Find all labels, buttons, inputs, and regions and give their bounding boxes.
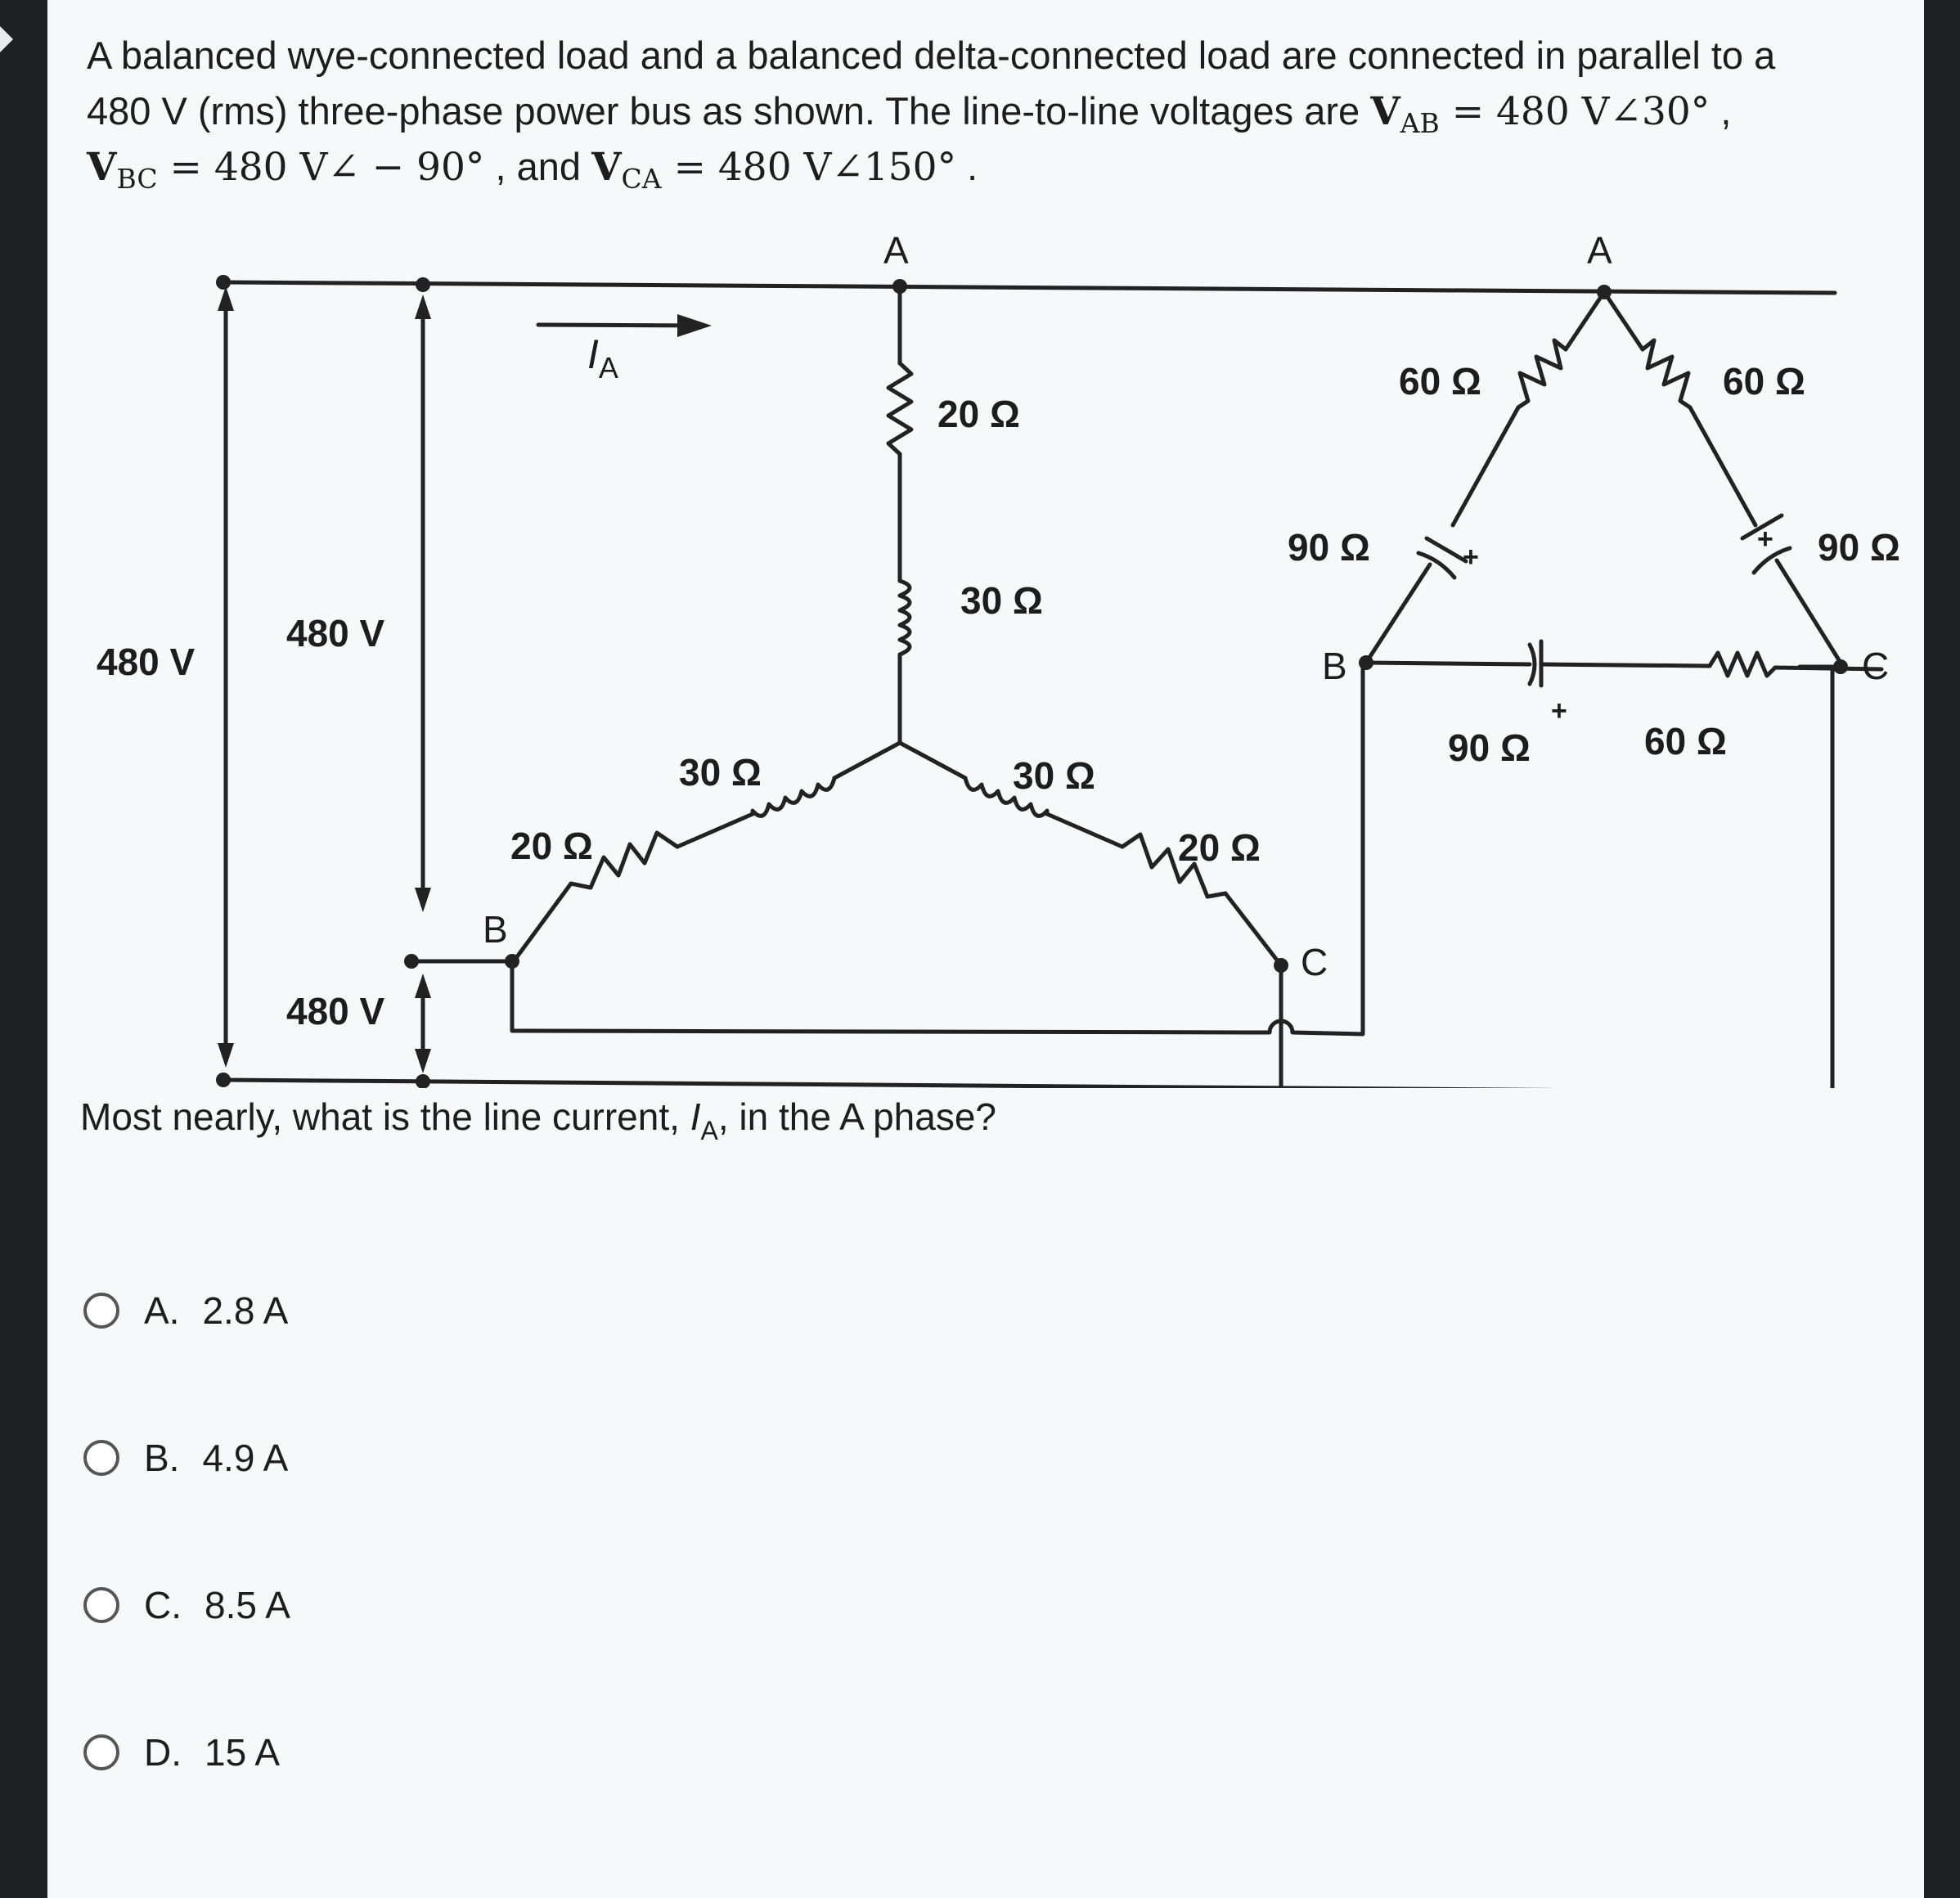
circuit-diagram bbox=[47, 221, 1924, 1088]
voltage-arrow-outer-bottom bbox=[218, 1043, 234, 1068]
label-wye-node-b: B bbox=[483, 908, 508, 951]
option-letter: A. bbox=[144, 1289, 180, 1332]
vbc-subscript: BC bbox=[116, 163, 158, 195]
radio-button-c[interactable] bbox=[83, 1587, 119, 1623]
label-plus-bc: + bbox=[1551, 695, 1567, 726]
option-text: 4.9 A bbox=[202, 1437, 289, 1479]
vab-symbol: V bbox=[1370, 89, 1400, 134]
delta-ab-wire-1 bbox=[1566, 292, 1604, 349]
delta-bc-resistor bbox=[1710, 653, 1775, 676]
vab-value: = 480 V∠30° bbox=[1439, 89, 1711, 134]
separator-2: , and bbox=[484, 145, 592, 188]
option-letter: C. bbox=[144, 1584, 182, 1626]
label-wye-a-resistor: 20 Ω bbox=[937, 393, 1020, 435]
label-bus-voltage-bc: 480 V bbox=[286, 990, 385, 1032]
voltage-arrow-ab-top bbox=[415, 295, 431, 319]
question-card bbox=[47, 0, 1924, 1898]
delta-ab-wire-2 bbox=[1453, 407, 1518, 525]
delta-ca-wire-2 bbox=[1690, 407, 1755, 525]
prompt-text: Most nearly, what is the line current, bbox=[80, 1095, 690, 1138]
question-prompt bbox=[80, 1095, 996, 1146]
label-plus-ca: + bbox=[1757, 524, 1773, 555]
label-wye-c-inductor: 30 Ω bbox=[1013, 754, 1095, 797]
node-dot bbox=[416, 277, 430, 292]
delta-ca-resistor bbox=[1643, 340, 1690, 407]
delta-ab-wire-3 bbox=[1366, 564, 1430, 663]
answer-option-d[interactable] bbox=[83, 1720, 280, 1785]
bus-line-a bbox=[223, 282, 1835, 293]
delta-bc-wire-2 bbox=[1541, 664, 1710, 666]
voltage-arrow-bc-top bbox=[415, 974, 431, 998]
vbc-value: = 480 V∠ − 90° bbox=[157, 145, 485, 190]
option-letter: B. bbox=[144, 1437, 180, 1479]
prompt-current-subscript: A bbox=[700, 1116, 718, 1145]
delta-bc-wire-1 bbox=[1366, 663, 1530, 664]
radio-button-a[interactable] bbox=[83, 1293, 119, 1329]
label-wye-a-inductor: 30 Ω bbox=[960, 579, 1043, 622]
node-dot bbox=[1359, 655, 1373, 670]
question-line-3 bbox=[87, 139, 978, 207]
wye-branch-b-wire-2 bbox=[677, 814, 753, 847]
label-delta-ab-capacitor: 90 Ω bbox=[1288, 526, 1370, 569]
delta-ca-wire-1 bbox=[1604, 292, 1643, 349]
answer-option-c[interactable] bbox=[83, 1572, 290, 1638]
option-text: 2.8 A bbox=[202, 1289, 289, 1332]
vca-value: = 480 V∠150° bbox=[661, 145, 957, 190]
option-text: 15 A bbox=[205, 1731, 281, 1774]
prompt-text-end: , in the A phase? bbox=[717, 1095, 996, 1138]
voltage-arrow-bc-bottom bbox=[415, 1049, 431, 1073]
node-dot bbox=[1833, 659, 1848, 674]
delta-ca-wire-3 bbox=[1777, 560, 1841, 663]
wye-branch-c-wire-3 bbox=[1225, 893, 1281, 965]
voltage-arrow-ab-bottom bbox=[415, 888, 431, 912]
answer-option-a[interactable] bbox=[83, 1278, 288, 1343]
question-text-2: 480 V (rms) three-phase power bus as shown. The line-to-line voltages are bbox=[87, 89, 1360, 133]
label-plus-ab: + bbox=[1463, 542, 1479, 573]
node-dot bbox=[505, 954, 519, 969]
sentence-end: . bbox=[956, 145, 978, 188]
current-arrow-head bbox=[677, 314, 712, 337]
label-wye-node-c: C bbox=[1301, 941, 1328, 983]
node-dot bbox=[1597, 285, 1612, 299]
label-delta-ab-resistor: 60 Ω bbox=[1399, 360, 1481, 403]
label-wye-b-resistor: 20 Ω bbox=[510, 825, 593, 867]
wye-inductor-a bbox=[900, 581, 910, 654]
label-delta-node-c: C bbox=[1862, 645, 1890, 687]
separator-1: , bbox=[1710, 89, 1732, 133]
label-delta-ca-resistor: 60 Ω bbox=[1723, 360, 1805, 403]
screen-edge-left bbox=[0, 0, 47, 1898]
label-bus-voltage-outer: 480 V bbox=[97, 641, 196, 683]
node-dot bbox=[416, 1074, 430, 1088]
wye-branch-c-wire bbox=[900, 743, 965, 778]
label-wye-c-resistor: 20 Ω bbox=[1178, 826, 1261, 869]
vca-symbol: V bbox=[591, 145, 622, 190]
node-dot bbox=[216, 275, 231, 290]
screen-edge-right bbox=[1924, 0, 1960, 1898]
question-line-1 bbox=[87, 28, 1775, 83]
label-current: $I_A$ bbox=[587, 331, 618, 385]
node-dot bbox=[216, 1073, 231, 1087]
prompt-current-symbol: I bbox=[690, 1095, 701, 1138]
answer-option-b[interactable] bbox=[83, 1425, 288, 1491]
radio-button-b[interactable] bbox=[83, 1440, 119, 1476]
wye-resistor-a bbox=[888, 363, 911, 454]
label-delta-bc-capacitor: 90 Ω bbox=[1448, 726, 1531, 769]
vbc-symbol: V bbox=[87, 145, 117, 190]
delta-ab-resistor bbox=[1518, 340, 1566, 407]
label-delta-ca-capacitor: 90 Ω bbox=[1818, 526, 1900, 569]
vca-subscript: CA bbox=[621, 163, 662, 195]
label-wye-b-inductor: 30 Ω bbox=[679, 751, 762, 794]
wye-branch-c-wire-2 bbox=[1047, 814, 1122, 847]
label-bus-voltage-ab: 480 V bbox=[286, 612, 385, 654]
wye-inductor-b bbox=[753, 778, 834, 816]
bus-line-bottom bbox=[223, 667, 1832, 1088]
wye-branch-b-wire bbox=[834, 743, 900, 778]
voltage-arrow-outer-top bbox=[218, 286, 234, 311]
node-dot bbox=[892, 279, 907, 294]
collapse-caret-icon[interactable] bbox=[0, 26, 13, 52]
option-text: 8.5 A bbox=[205, 1584, 290, 1626]
node-dot bbox=[404, 954, 419, 969]
label-delta-node-a: A bbox=[1587, 229, 1612, 272]
node-dot bbox=[1274, 958, 1288, 973]
option-letter: D. bbox=[144, 1731, 182, 1774]
label-delta-bc-resistor: 60 Ω bbox=[1644, 720, 1727, 762]
question-text-1: A balanced wye-connected load and a balanced delta-connected load are connected in parallel to a bbox=[87, 34, 1776, 77]
wye-branch-b-wire-3 bbox=[514, 884, 571, 961]
label-wye-node-a: A bbox=[883, 229, 909, 272]
radio-button-d[interactable] bbox=[83, 1734, 119, 1770]
vab-subscript: AB bbox=[1400, 107, 1440, 139]
label-delta-node-b: B bbox=[1322, 645, 1347, 687]
